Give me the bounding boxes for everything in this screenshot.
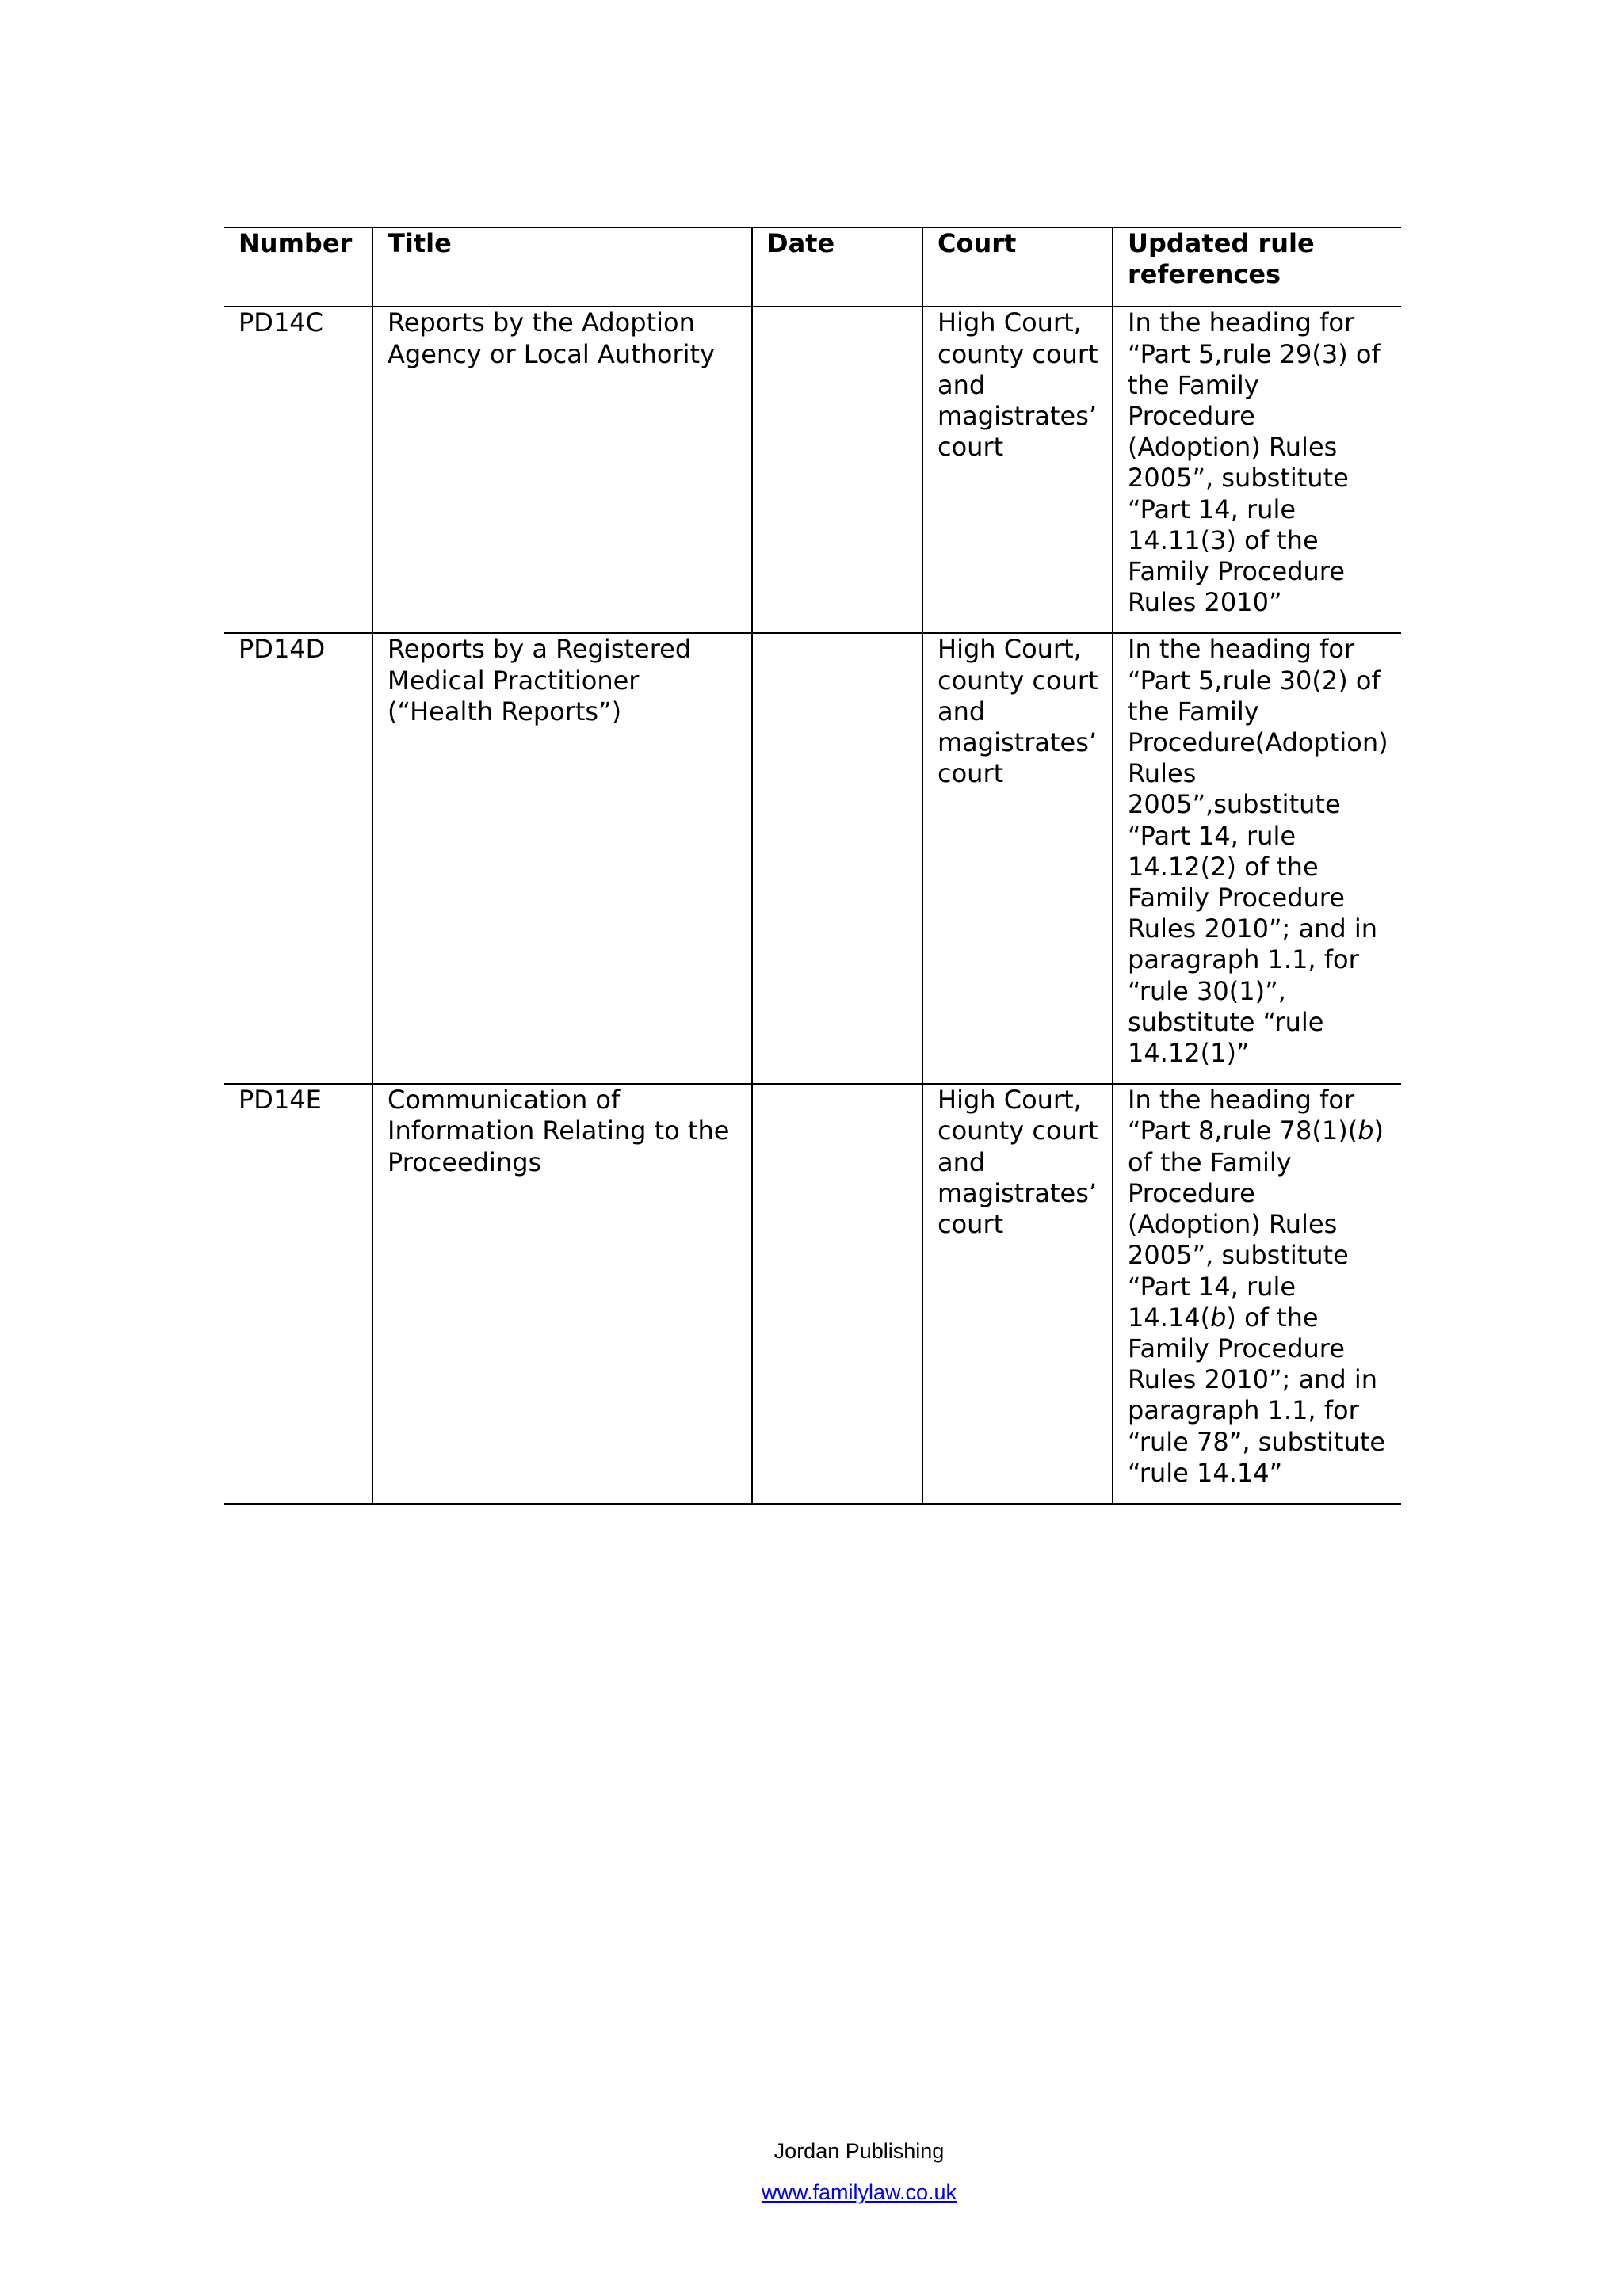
cell-date xyxy=(752,307,922,633)
cell-updated-rule-references: In the heading for “Part 5,rule 29(3) of the Family Procedure (Adoption) Rules 2005”, substitute “Part 14, rule 14.11(3) of the Family Procedure Rules 2010” xyxy=(1113,307,1401,633)
table-row xyxy=(224,1084,1401,1504)
table-header-row xyxy=(224,227,1401,307)
footer-publisher: Jordan Publishing xyxy=(773,2139,945,2163)
cell-title: Reports by a Registered Medical Practitioner (“Health Reports”) xyxy=(372,633,752,1084)
header-title: Title xyxy=(372,227,752,307)
updated-text-italic: b xyxy=(1210,1302,1227,1333)
cell-date xyxy=(752,1084,922,1504)
cell-date xyxy=(752,633,922,1084)
header-date: Date xyxy=(752,227,922,307)
table-row xyxy=(224,633,1401,1084)
header-number: Number xyxy=(239,228,353,258)
cell-court: High Court, county court and magistrates’ court xyxy=(922,633,1113,1084)
cell-number: PD14C xyxy=(239,307,323,338)
cell-court: High Court, county court and magistrates’ court xyxy=(922,1084,1113,1504)
cell-number: PD14E xyxy=(239,1085,322,1116)
header-court: Court xyxy=(922,227,1113,307)
table-row xyxy=(224,307,1401,633)
updated-text-part: ) of the Family Procedure (Adoption) Rules 2005”, substitute “Part 14, rule 14.14( xyxy=(1128,1116,1384,1333)
cell-title: Reports by the Adoption Agency or Local Authority xyxy=(372,307,752,633)
cell-number: PD14D xyxy=(239,634,326,665)
cell-updated-rule-references: In the heading for “Part 5,rule 30(2) of the Family Procedure(Adoption) Rules 2005”,substitute “Part 14, rule 14.12(2) of the Family Procedure Rules 2010”; and in paragraph 1.1, for “rule 30(1)”, substitute “rule 14.12(1)” xyxy=(1113,633,1401,1084)
footer-website-link[interactable]: www.familylaw.co.uk xyxy=(761,2180,957,2204)
footer-link-container xyxy=(0,2180,1623,2205)
cell-title: Communication of Information Relating to the Proceedings xyxy=(372,1084,752,1504)
updated-text-part: In the heading for “Part 8,rule 78(1)( xyxy=(1128,1085,1358,1146)
updated-text-part: ) of the Family Procedure Rules 2010”; and in paragraph 1.1, for “rule 78”, substitute “rule 14.14” xyxy=(1128,1302,1386,1488)
updated-text-italic: b xyxy=(1358,1116,1374,1146)
practice-directions-table xyxy=(224,227,1401,1505)
header-updated-rule-references: Updated rule references xyxy=(1113,227,1401,307)
cell-court: High Court, county court and magistrates’ court xyxy=(922,307,1113,633)
cell-updated-rule-references xyxy=(1113,1084,1401,1504)
